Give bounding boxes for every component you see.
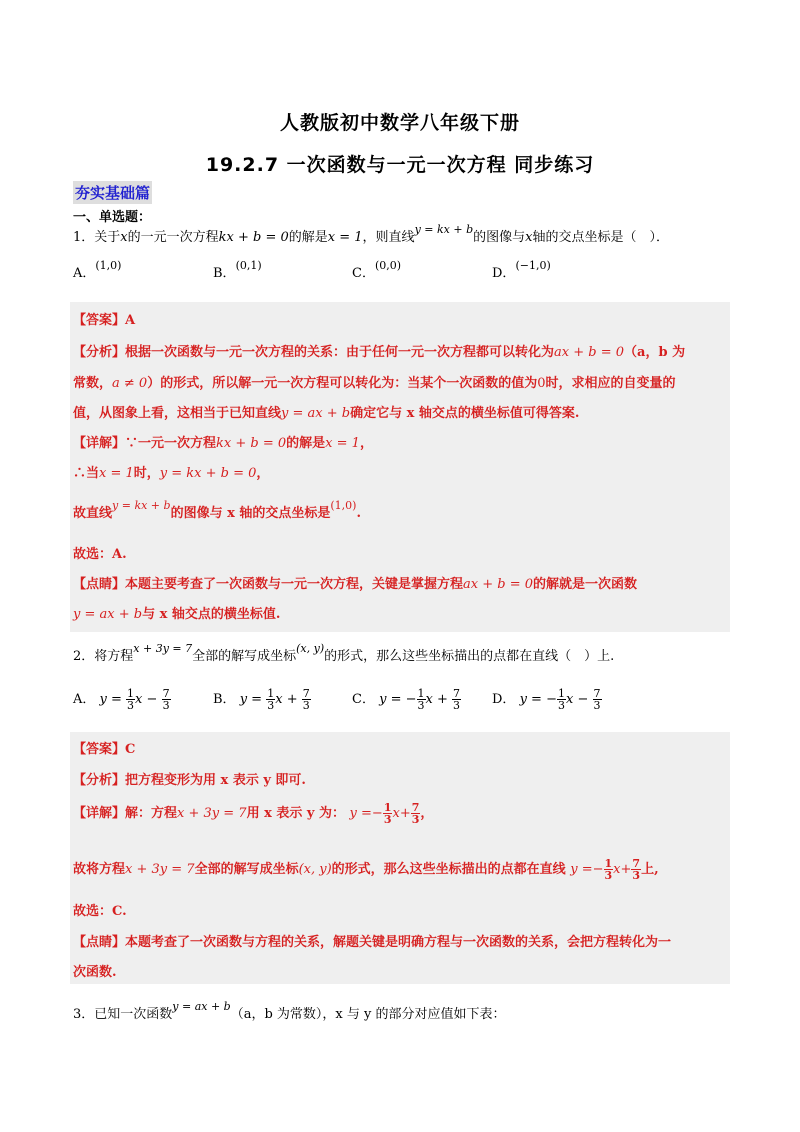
question-2-answer: 【答案】C — [73, 742, 136, 757]
document-title: 人教版初中数学八年级下册 — [279, 112, 520, 134]
question-2-analysis: 【分析】把方程变形为用 x 表示 y 即可. — [73, 773, 306, 788]
section-badge: 夯实基础篇 — [73, 181, 152, 204]
question-1-option-d[interactable]: D．$^{(-1,0)}$ — [492, 259, 551, 281]
section-heading: 一、单选题： — [73, 210, 152, 225]
question-2-choose: 故选：C. — [73, 904, 127, 919]
question-1-analysis-line-3: 值，从图象上看，这相当于已知直线y = ax + b确定它与 x 轴交点的横坐标值可得答案. — [73, 406, 580, 421]
question-1-analysis-line-2: 常数，a ≠ 0）的形式，所以解一元一次方程可以转化为：当某个一次函数的值为0时，求相应的自变量的 — [73, 376, 676, 391]
question-2-stem: 2．将方程$^{x + 3y = 7}$全部的解写成坐标$^{(x, y)}$的形式，那么这些坐标描出的点都在直线（ ）上. — [73, 642, 615, 664]
question-1-stem: 1．关于x的一元一次方程kx + b = 0的解是x = 1，则直线$^{y = kx + b}$的图像与x轴的交点坐标是（ ）． — [73, 223, 669, 245]
question-2-option-c[interactable]: C． y = − $\frac{1}{3}$ x + $\frac{7}{3}$ — [352, 687, 461, 712]
question-2-option-b[interactable]: B． y = $\frac{1}{3}$ x + $\frac{7}{3}$ — [213, 687, 310, 712]
question-1-comment-line-1: 【点睛】本题主要考查了一次函数与一元一次方程，关键是掌握方程ax + b = 0的解就是一次函数 — [73, 577, 638, 592]
question-1-detail-line-3: 故直线$^{y = kx + b}$的图像与 x 轴的交点坐标是$^{(1,0)}$. — [73, 499, 361, 521]
question-2-option-a[interactable]: A． y = $\frac{1}{3}$ x − $\frac{7}{3}$ — [73, 687, 170, 712]
question-1-option-a[interactable]: A．$^{(1,0)}$ — [73, 259, 122, 281]
question-2-comment-line-2: 次函数. — [73, 965, 117, 980]
question-2-comment-line-1: 【点睛】本题考查了一次函数与方程的关系，解题关键是明确方程与一次函数的关系，会把方程转化为一 — [73, 935, 672, 950]
question-1-choose: 故选：A. — [73, 547, 127, 562]
question-1-analysis-line-1: 【分析】根据一次函数与一元一次方程的关系：由于任何一元一次方程都可以转化为ax + b = 0（a，b 为 — [73, 345, 686, 360]
question-2-detail-line-2: 故将方程x + 3y = 7全部的解写成坐标(x, y)的形式，那么这些坐标描出的点都在直线 y =− $\frac{1}{3}$ x+ $\frac{7}{3}$ 上, — [73, 857, 659, 882]
question-1-detail-line-2: ∴当x = 1时，y = kx + b = 0， — [73, 466, 270, 481]
document-subtitle: 19.2.7 一次函数与一元一次方程 同步练习 — [205, 154, 595, 176]
question-2-detail-line-1: 【详解】解：方程x + 3y = 7用 x 表示 y 为： y =− $\frac{1}{3}$ x+ $\frac{7}{3}$ ， — [73, 801, 434, 826]
question-1-option-c[interactable]: C．$^{(0,0)}$ — [352, 259, 402, 281]
question-1-answer: 【答案】A — [73, 313, 136, 328]
question-1-option-b[interactable]: B．$^{(0,1)}$ — [213, 259, 262, 281]
question-1-detail-line-1: 【详解】∵一元一次方程kx + b = 0的解是x = 1， — [73, 436, 373, 451]
question-2-option-d[interactable]: D． y = − $\frac{1}{3}$ x − $\frac{7}{3}$ — [492, 687, 601, 712]
question-3-stem: 3．已知一次函数$^{y = ax + b}$（a，b 为常数），x 与 y 的部分对应值如下表： — [73, 1000, 506, 1022]
question-1-comment-line-2: y = ax + b与 x 轴交点的横坐标值. — [73, 607, 281, 622]
